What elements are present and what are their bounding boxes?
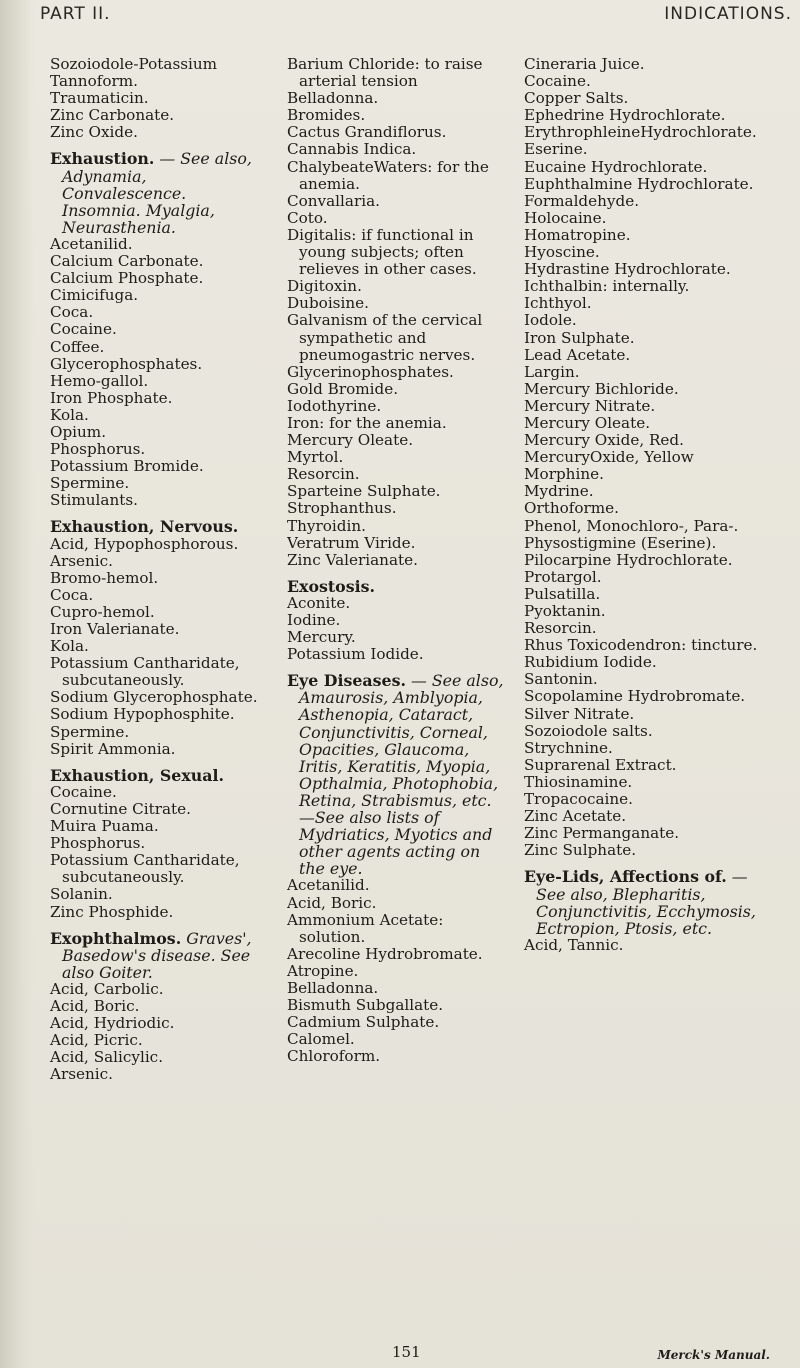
index-heading [287, 578, 507, 595]
index-entry: Acid, Carbolic. [50, 979, 164, 998]
index-entry: Stimulants. [50, 491, 138, 510]
index-entry: Aconite. [287, 593, 351, 612]
index-entry: Spermine. [50, 722, 130, 741]
index-entry: Bismuth Subgallate. [287, 996, 444, 1015]
heading-term: Exophthalmos. [50, 928, 182, 948]
index-heading [50, 767, 268, 784]
index-entry: Arsenic. [50, 551, 113, 570]
index-entry: Eserine. [524, 140, 588, 159]
index-entry: Kola. [50, 405, 89, 424]
index-entry: ErythrophleineHydrochlorate. [524, 123, 757, 142]
index-entry: Coca. [50, 303, 94, 322]
heading-term: Exhaustion. [50, 149, 155, 169]
index-entry: Calcium Phosphate. [50, 269, 204, 288]
index-entry: Mercury. [287, 628, 356, 647]
index-entry: Ichthalbin: internally. [524, 277, 690, 296]
index-entry: Hemo-gallol. [50, 371, 149, 390]
index-entry: Orthoforme. [524, 499, 619, 518]
index-entry: Hydrastine Hydrochlorate. [524, 260, 731, 279]
heading-term: Eye-Lids, Affections of. [524, 867, 727, 887]
index-entry: Cupro-hemol. [50, 602, 155, 621]
cross-reference: — See also, Amaurosis, Amblyopia, Asthenopia, Cataract, Conjunctivitis, Corneal, Opacities, Glaucoma, Iritis, Keratitis, Myopia, Opthalmia, Photophobia, Retina, Strabismus, etc.—See also lists of Mydriatics, Myotics and other agents acting on the eye. [299, 671, 504, 879]
index-entry: Galvanism of the cervical sympathetic and pneumogastric nerves. [287, 311, 483, 364]
index-entry: Euphthalmine Hydrochlorate. [524, 174, 754, 193]
index-entry: Ephedrine Hydrochlorate. [524, 106, 726, 125]
index-entry: Potassium Bromide. [50, 457, 204, 476]
index-entry: Sodium Glycerophosphate. [50, 688, 258, 707]
index-entry: Zinc Valerianate. [287, 550, 418, 569]
publisher-mark: Merck's Manual. [657, 1348, 770, 1362]
index-entry: Cornutine Citrate. [50, 799, 191, 818]
index-entry: Zinc Permanganate. [524, 824, 680, 843]
index-entry: Calcium Carbonate. [50, 252, 204, 271]
index-entry: Holocaine. [524, 208, 607, 227]
index-entry: Pyoktanin. [524, 602, 606, 620]
index-entry: Acid, Hypophosphorous. [50, 534, 239, 553]
column-right [524, 56, 772, 954]
index-entry: Bromides. [287, 106, 366, 125]
index-entry: Arecoline Hydrobromate. [287, 944, 483, 963]
index-entry: Digitoxin. [287, 277, 362, 296]
index-entry: Gold Bromide. [287, 379, 399, 398]
index-entry: Spermine. [50, 474, 130, 493]
index-entry: Sodium Hypophosphite. [50, 705, 235, 724]
index-entry: Glycerophosphates. [50, 354, 203, 373]
page-gutter-shadow [0, 0, 34, 1368]
index-entry: Belladonna. [287, 978, 379, 997]
index-entry: Santonin. [524, 670, 598, 689]
index-entry: Acetanilid. [50, 234, 133, 253]
index-entry: Coto. [287, 208, 328, 227]
index-entry: Sparteine Sulphate. [287, 482, 441, 501]
index-entry: Eucaine Hydrochlorate. [524, 157, 708, 176]
index-entry: Coffee. [50, 337, 105, 356]
index-entry: Acid, Boric. [50, 996, 140, 1015]
index-entry: Strychnine. [524, 738, 613, 757]
index-entry: Sozoiodole-Potassium [50, 55, 218, 73]
index-entry: Ichthyol. [524, 294, 592, 313]
index-entry: Mercury Oleate. [287, 431, 414, 450]
index-entry: Acid, Salicylic. [50, 1048, 164, 1067]
index-heading [524, 868, 772, 936]
index-entry: Phosphorus. [50, 440, 146, 459]
index-entry: Spirit Ammonia. [50, 739, 176, 758]
index-entry: Lead Acetate. [524, 345, 631, 364]
index-entry: Solanin. [50, 885, 113, 904]
index-entry: Iodole. [524, 311, 577, 330]
index-entry: Iron: for the anemia. [287, 413, 447, 432]
column-middle [287, 56, 507, 1065]
index-entry: ChalybeateWaters: for the anemia. [287, 157, 489, 193]
index-entry: Copper Salts. [524, 89, 629, 108]
index-entry: Silver Nitrate. [524, 704, 635, 723]
page-number: 151 [392, 1343, 421, 1361]
index-entry: Zinc Sulphate. [524, 841, 637, 860]
index-entry: Resorcin. [524, 619, 597, 638]
index-entry: Mydrine. [524, 482, 594, 501]
index-heading [50, 518, 268, 535]
index-heading [287, 672, 507, 877]
index-entry: Digitalis: if functional in young subjects; often relieves in other cases. [287, 225, 477, 279]
index-entry: Acid, Picric. [50, 1031, 143, 1050]
index-entry: Cocaine. [524, 72, 591, 91]
index-entry: Cannabis Indica. [287, 140, 417, 159]
index-entry: Iron Sulphate. [524, 328, 635, 347]
heading-term: Eye Diseases. [287, 671, 406, 691]
index-entry: Sozoiodole salts. [524, 721, 653, 740]
index-entry: Iodothyrine. [287, 396, 382, 415]
index-entry: Formaldehyde. [524, 191, 640, 210]
index-entry: Belladonna. [287, 89, 379, 108]
index-entry: Tropacocaine. [524, 790, 633, 809]
index-entry: Mercury Oxide, Red. [524, 431, 684, 450]
index-entry: Hyoscine. [524, 243, 600, 262]
index-entry: Duboisine. [287, 294, 369, 313]
heading-term: Exostosis. [287, 576, 376, 596]
index-entry: Cactus Grandiflorus. [287, 123, 447, 142]
index-entry: Largin. [524, 362, 580, 381]
heading-term: Exhaustion, Sexual. [50, 765, 224, 785]
index-entry: Thyroidin. [287, 516, 366, 535]
heading-term: Exhaustion, Nervous. [50, 517, 239, 537]
index-entry: Zinc Carbonate. [50, 106, 175, 125]
index-entry: Ammonium Acetate: solution. [287, 910, 444, 946]
index-entry: Acetanilid. [287, 876, 370, 895]
cross-reference: — See also, Adynamia, Convalescence. Insomnia. Myalgia, Neurasthenia. [62, 149, 252, 237]
index-entry: Opium. [50, 422, 107, 441]
index-entry: Potassium Cantharidate, subcutaneously. [50, 654, 240, 690]
index-entry: Mercury Bichloride. [524, 379, 679, 398]
index-entry: Arsenic. [50, 1065, 113, 1084]
index-entry: Rubidium Iodide. [524, 653, 657, 672]
index-entry: Potassium Cantharidate, subcutaneously. [50, 851, 240, 887]
index-entry: Zinc Oxide. [50, 123, 138, 142]
index-entry: Cineraria Juice. [524, 55, 645, 73]
running-header-section: INDICATIONS. [664, 4, 792, 24]
index-heading [50, 150, 268, 235]
index-entry: Cocaine. [50, 320, 117, 339]
index-entry: Morphine. [524, 465, 604, 484]
index-entry: Acid, Boric. [287, 893, 377, 912]
index-entry: Convallaria. [287, 191, 380, 210]
index-entry: Bromo-hemol. [50, 568, 159, 587]
index-heading [50, 930, 268, 981]
index-entry: Muira Puama. [50, 817, 159, 836]
index-entry: Iron Phosphate. [50, 388, 173, 407]
index-entry: Coca. [50, 585, 94, 604]
index-entry: Physostigmine (Eserine). [524, 533, 717, 552]
index-entry: Strophanthus. [287, 499, 397, 518]
index-entry: Myrtol. [287, 448, 344, 467]
index-entry: Traumaticin. [50, 89, 149, 108]
index-entry: Potassium Iodide. [287, 645, 424, 664]
index-entry: Iron Valerianate. [50, 620, 180, 638]
index-entry: Rhus Toxicodendron: tincture. [524, 636, 758, 655]
index-entry: Phosphorus. [50, 834, 146, 853]
index-entry: Zinc Phosphide. [50, 902, 174, 921]
index-entry: Cocaine. [50, 782, 117, 801]
index-entry: Cimicifuga. [50, 286, 139, 305]
index-entry: Mercury Oleate. [524, 413, 651, 432]
index-entry: MercuryOxide, Yellow [524, 448, 694, 467]
index-entry: Barium Chloride: to raise arterial tension [287, 55, 483, 91]
index-entry: Zinc Acetate. [524, 807, 627, 826]
index-entry: Mercury Nitrate. [524, 396, 656, 415]
index-entry: Iodine. [287, 611, 341, 629]
cross-reference: Graves', Basedow's disease. See also Goiter. [62, 928, 252, 982]
index-entry: Pilocarpine Hydrochlorate. [524, 550, 733, 569]
index-entry: Phenol, Monochloro-, Para-. [524, 516, 739, 535]
index-entry: Atropine. [287, 961, 359, 980]
index-entry: Pulsatilla. [524, 584, 601, 603]
index-entry: Cadmium Sulphate. [287, 1013, 440, 1032]
cross-reference: — See also, Blepharitis, Conjunctivitis, Ecchymosis, Ectropion, Ptosis, etc. [536, 867, 756, 938]
index-entry: Chloroform. [287, 1047, 381, 1066]
index-entry: Resorcin. [287, 465, 360, 484]
index-entry: Glycerinophosphates. [287, 362, 454, 381]
index-entry: Kola. [50, 637, 89, 656]
index-entry: Homatropine. [524, 225, 631, 244]
index-entry: Thiosinamine. [524, 772, 633, 791]
index-entry: Scopolamine Hydrobromate. [524, 687, 746, 706]
index-entry: Suprarenal Extract. [524, 755, 677, 774]
index-entry: Acid, Tannic. [524, 935, 624, 954]
index-entry: Veratrum Viride. [287, 533, 416, 552]
index-entry: Protargol. [524, 567, 602, 586]
running-header-part: PART II. [40, 4, 111, 24]
column-left [50, 56, 268, 1083]
index-entry: Calomel. [287, 1030, 355, 1049]
index-entry: Tannoform. [50, 72, 138, 91]
index-entry: Acid, Hydriodic. [50, 1014, 175, 1033]
